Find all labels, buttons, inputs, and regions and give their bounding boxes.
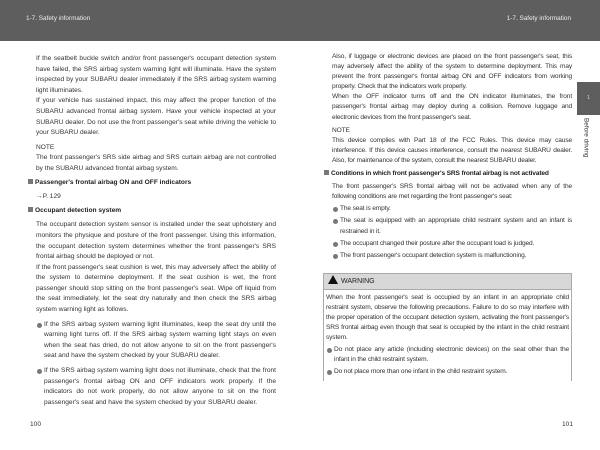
heading-text: Occupant detection system [35,206,122,214]
note-text: This device complies with Part 18 of the FCC Rules. This device may cause interference. If this device causes interference, consult the nearest SUBARU dealer. Also, for maintenance of the system, consult the nearest SUBARU dealer. [332,136,572,164]
paragraph: When the OFF indicator turns off and the ON indicator illuminates, the front passenger's frontal airbag may deploy during a collision. Remove luggage and electronic devices from the front passenger's seat. [332,93,572,121]
page-header [0,0,600,41]
page-number-left: 100 [30,421,42,428]
bullet-item: The seat is equipped with an appropriate child restraint system and an infant is restrained in it. [332,216,572,236]
bullet-item: The occupant changed their posture after the occupant load is judged. [332,239,572,249]
bullet-item: If the SRS airbag system warning light illuminates, keep the seat dry until the warning light turns off. If the SRS airbag system warning light stays on even when the seat has dried, do not allow anyone to sit on the front passenger's seat and have the system checked by your SUBARU dealer. [36,320,276,362]
heading-text: Conditions in which front passenger's SRS frontal airbag is not activated [331,170,549,178]
paragraph: The front passenger's SRS frontal airbag will not be activated when any of the following conditions are met regarding the front passenger's seat: [332,183,572,201]
warning-box [323,273,572,381]
square-bullet-icon [324,170,329,175]
chapter-tab[interactable]: 1 [577,82,600,115]
warning-bullet: Do not place any article (including electronic devices) on the seat other than the infant in the child restraint system. [326,345,569,365]
heading-text: Passenger's frontal airbag ON and OFF indicators [35,178,192,186]
warning-triangle-icon [328,275,338,284]
section-title-right: 1-7. Safety information [506,15,571,22]
bullet-item: The front passenger's occupant detection system is malfunctioning. [332,251,572,261]
square-bullet-icon [28,207,33,212]
square-bullet-icon [28,179,33,184]
bullet-item: If the SRS airbag system warning light does not illuminate, check that the front passenger's frontal airbag ON and OFF indicators work properly. If the indicators do not work properly, do not allow anyone to sit on the front passenger's seat and have the system checked by your SUBARU dealer. [36,366,276,408]
warning-title: WARNING [341,277,375,285]
page-number-right: 101 [562,421,574,428]
warning-header [324,274,571,290]
warning-text: When the front passenger's seat is occupied by an infant in an appropriate child restraint system, observe the following precautions. Failure to do so may interfere with the proper operation of the occupant detection system, activating the front passenger's SRS frontal airbag even though that seat is occupied by the infant in the child restraint system. [326,293,569,342]
section-title-left: 1-7. Safety information [26,15,91,22]
paragraph: If the seatbelt buckle switch and/or front passenger's occupant detection system have failed, the SRS airbag system warning light will illuminate. Have the system inspected by your SUBARU dealer immediately if the SRS airbag system warning light illuminates. [36,55,276,94]
section-heading [324,169,572,179]
paragraph: If the front passenger's seat cushion is wet, this may adversely affect the ability of the system to determine deployment. If the seat cushion is wet, the front passenger should stop sitting on the front passenger's seat. Wipe off liquid from the seat immediately, let the seat dry naturally and then check the SRS airbag system warning light as follows. [36,263,276,314]
bullet-item: The seat is empty. [332,204,572,214]
right-page-column [326,52,572,381]
section-heading [28,206,276,217]
left-page-column [36,54,276,408]
warning-bullet: Do not place more than one infant in the child restraint system. [326,367,569,377]
note-label: NOTE [36,143,55,151]
note-text: The front passenger's SRS side airbag and SRS curtain airbag are not controlled by the SUBARU advanced frontal airbag system. [36,154,276,172]
section-heading [28,178,276,189]
page-reference-link[interactable]: →P. 129 [36,193,61,201]
paragraph: If your vehicle has sustained impact, this may affect the proper function of the SUBARU advanced frontal airbag system. Have your vehicle inspected at your SUBARU dealer. Do not use the front passenger's seat while driving the vehicle to your SUBARU dealer. [36,97,276,137]
paragraph: The occupant detection system sensor is installed under the seat upholstery and monitors the physique and posture of the front passenger. Using this information, the occupant detection system determines whether the front passenger's SRS frontal airbag should be deployed or not. [36,221,276,261]
chapter-tab-label: Before driving [582,118,590,158]
note-label: NOTE [332,126,350,134]
paragraph: Also, if luggage or electronic devices are placed on the front passenger's seat, this may adversely affect the ability of the system to determine deployment. This may prevent the front passenger's frontal airbag ON and OFF indicators from working properly. Check that the indicators work properly. [332,53,572,91]
